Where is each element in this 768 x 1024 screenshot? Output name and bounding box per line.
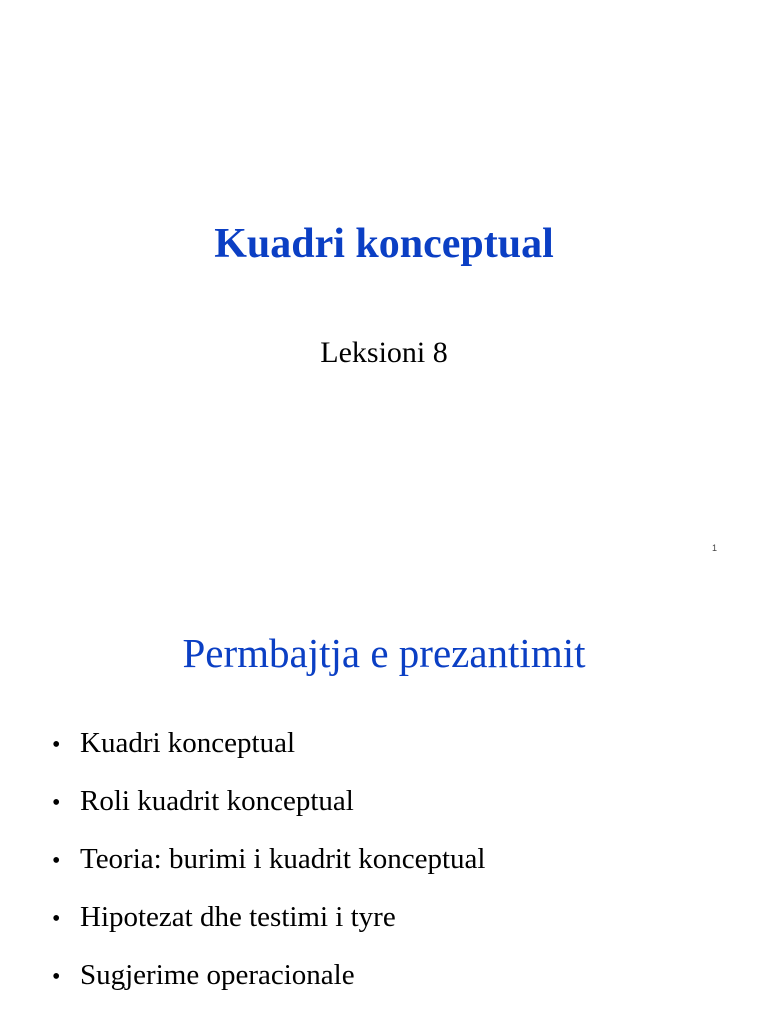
bullet-icon: • (52, 790, 61, 816)
bullet-icon: • (52, 848, 61, 874)
bullet-text: Kuadri konceptual (80, 727, 296, 759)
slide-1-title: Kuadri konceptual (214, 221, 554, 267)
slide-1-subtitle: Leksioni 8 (320, 336, 448, 369)
list-item (52, 779, 485, 837)
list-item (52, 837, 485, 895)
bullet-text: Hipotezat dhe testimi i tyre (80, 901, 396, 933)
slide-2-title: Permbajtja e prezantimit (182, 630, 586, 676)
bullet-text: Teoria: burimi i kuadrit konceptual (80, 843, 486, 875)
list-item (52, 895, 485, 953)
bullet-icon: • (52, 964, 61, 990)
bullet-icon: • (52, 906, 61, 932)
bullet-icon: • (52, 732, 61, 758)
slide-page-number: 1 (712, 543, 718, 553)
list-item (52, 953, 485, 1011)
list-item (52, 721, 485, 779)
bullet-list (52, 721, 485, 1011)
bullet-text: Roli kuadrit konceptual (80, 785, 354, 817)
bullet-text: Sugjerime operacionale (80, 959, 355, 991)
